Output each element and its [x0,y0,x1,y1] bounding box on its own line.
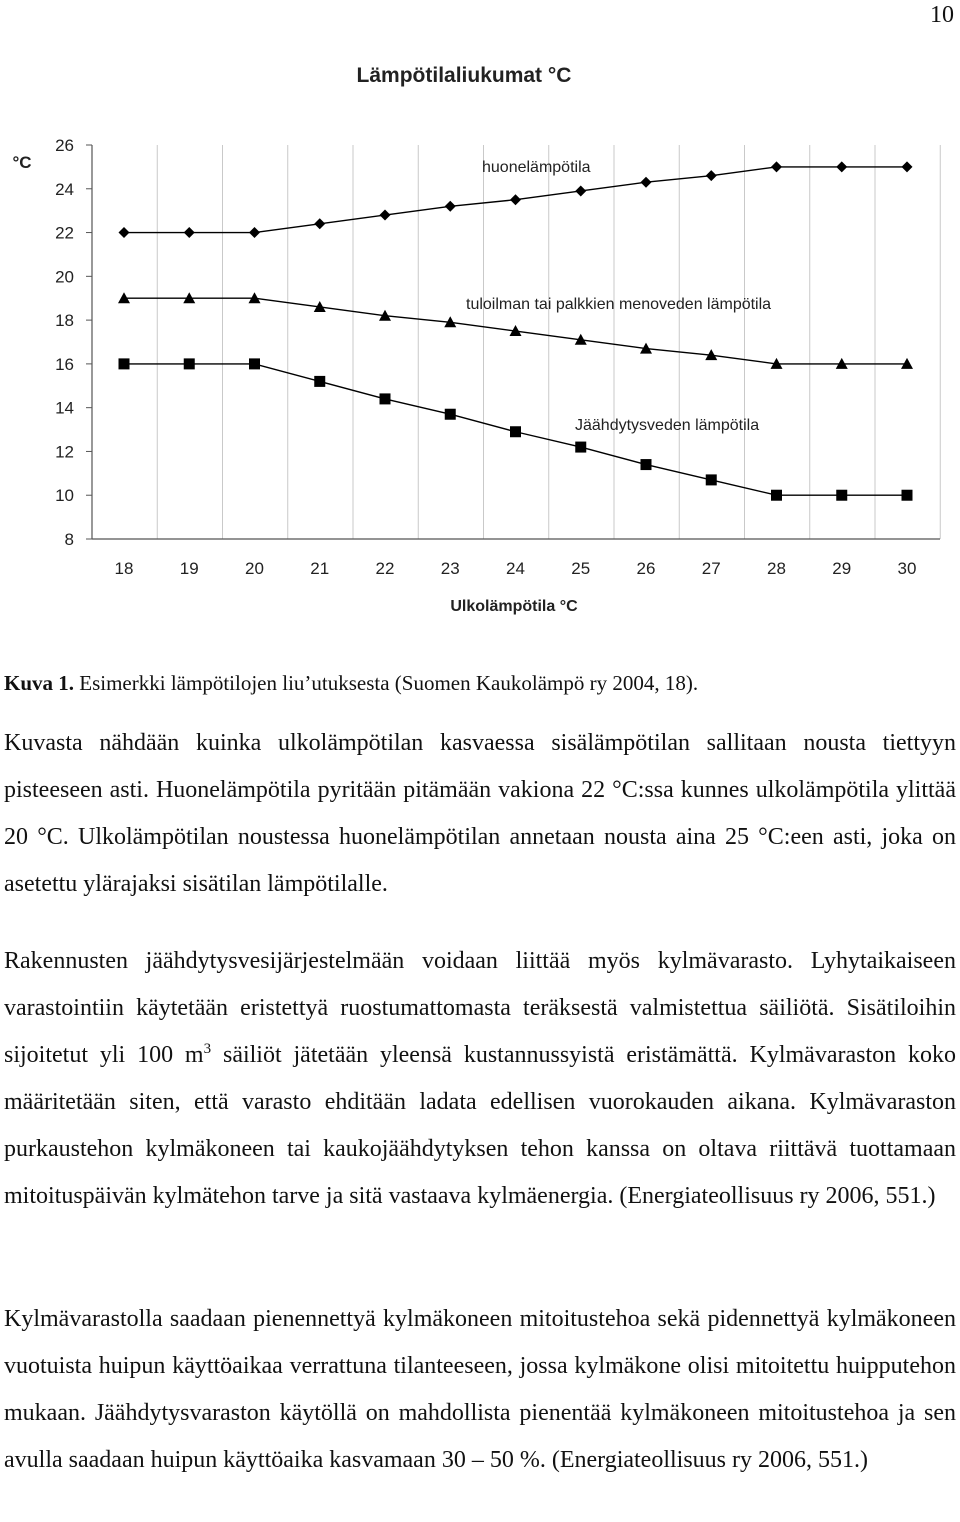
data-point [249,227,260,238]
paragraph-2 [4,938,956,1220]
chart-title: Lämpötilaliukumat °C [356,64,572,87]
data-point [380,210,391,221]
x-tick-label: 20 [245,559,264,578]
data-point [836,161,847,172]
data-point [184,358,195,369]
x-tick-label: 28 [767,559,786,578]
y-tick-label: 18 [55,311,74,331]
data-point [902,490,913,501]
data-point [575,185,586,196]
temperature-chart [0,50,960,630]
x-axis-label: Ulkolämpötila °C [450,598,578,615]
x-tick-label: 29 [832,559,852,578]
caption-label: Kuva 1. [4,671,75,695]
y-tick-label: 22 [55,223,74,243]
x-tick-label: 18 [114,559,134,578]
x-tick-label: 21 [310,559,330,578]
data-point [836,490,847,501]
data-point [380,393,391,404]
series-label: tuloilman tai palkkien menoveden lämpötila [466,296,772,313]
y-tick-label: 26 [55,136,74,155]
x-tick-label: 25 [571,559,591,578]
series-label: huonelämpötila [482,159,591,176]
superscript-3: 3 [203,1041,212,1057]
x-tick-label: 19 [179,559,199,578]
y-tick-label: 8 [64,530,74,549]
data-point [445,201,456,212]
data-point [771,490,782,501]
data-point [445,409,456,420]
data-point [184,227,195,238]
data-point [706,170,717,181]
data-point [641,459,652,470]
data-point [641,177,652,188]
x-tick-label: 27 [701,559,721,578]
y-tick-label: 12 [55,442,74,462]
x-tick-label: 24 [506,559,525,578]
data-point [510,426,521,437]
y-tick-label: 14 [55,398,74,418]
paragraph-3: Kylmävarastolla saadaan pienennettyä kylmäkoneen mitoitustehoa sekä pidennettyä kylmäkoneen vuotuista huipun käyttöaikaa verrattuna tilanteeseen, jossa kylmäkone olisi mitoitettu huipputehon mukaan. Jäähdytysvaraston käytöllä on mahdollista pienentää kylmäkoneen mitoitustehoa ja sen avulla saadaan huipun käyttöaika kasvamaan 30 – 50 %. (Energiateollisuus ry 2006, 551.) [4,1306,956,1473]
y-tick-label: 16 [55,354,74,374]
y-tick-label: 20 [55,267,74,287]
data-point [119,227,130,238]
data-point [314,376,325,387]
figure-caption [4,671,698,696]
series [118,161,913,500]
caption-text: Esimerkki lämpötilojen liu’utuksesta (Suomen Kaukolämpö ry 2004, 18). [74,671,699,695]
x-tick-label: 23 [440,559,460,578]
x-tick-label: 26 [636,559,656,578]
y-tick-label: 10 [55,486,74,506]
x-tick-label: 22 [375,559,395,578]
x-tick-label: 30 [897,559,917,578]
data-point [119,358,130,369]
data-point [771,161,782,172]
series-square [119,358,913,500]
page-number: 10 [930,2,954,28]
paragraph-2-part-b: säiliöt jätetään yleensä kustannussyistä eristämättä. Kylmävaraston koko määritetään siten, että varasto ehditään ladata edellisen vuorokauden aikana. Kylmävaraston purkaustehon kylmäkoneen tai kaukojäähdytyksen tehon kanssa on oltava riittävä tuottamaan mitoituspäivän kylmätehon tarve ja sitä vastaava kylmäenergia. (Energiateollisuus ry 2006, 551.) [4,1042,956,1209]
y-axis-label: °C [12,153,32,172]
data-point [249,358,260,369]
paragraph-1: Kuvasta nähdään kuinka ulkolämpötilan kasvaessa sisälämpötilan sallitaan nousta tiettyyn pisteeseen asti. Huonelämpötila pyritään pitämään vakiona 22 °C:ssa kunnes ulkolämpötila ylittää 20 °C. Ulkolämpötilan noustessa huonelämpötilan annetaan nousta aina 25 °C:een asti, joka on asetettu ylärajaksi sisätilan lämpötilalle. [4,730,956,897]
paragraph-2-part-a: Rakennusten jäähdytysvesijärjestelmään voidaan liittää myös kylmävarasto. Lyhytaikaiseen varastointiin käytetään eristettyä ruostumattomasta teräksestä valmistettua säiliötä. Sisätiloihin sijoitetut yli 100 m [4,948,956,1068]
data-point [314,218,325,229]
data-point [902,161,913,172]
data-point [706,474,717,485]
data-point [575,442,586,453]
y-tick-label: 24 [55,179,74,199]
axes [55,136,940,578]
series-label: Jäähdytysveden lämpötila [575,417,760,434]
data-point [510,194,521,205]
